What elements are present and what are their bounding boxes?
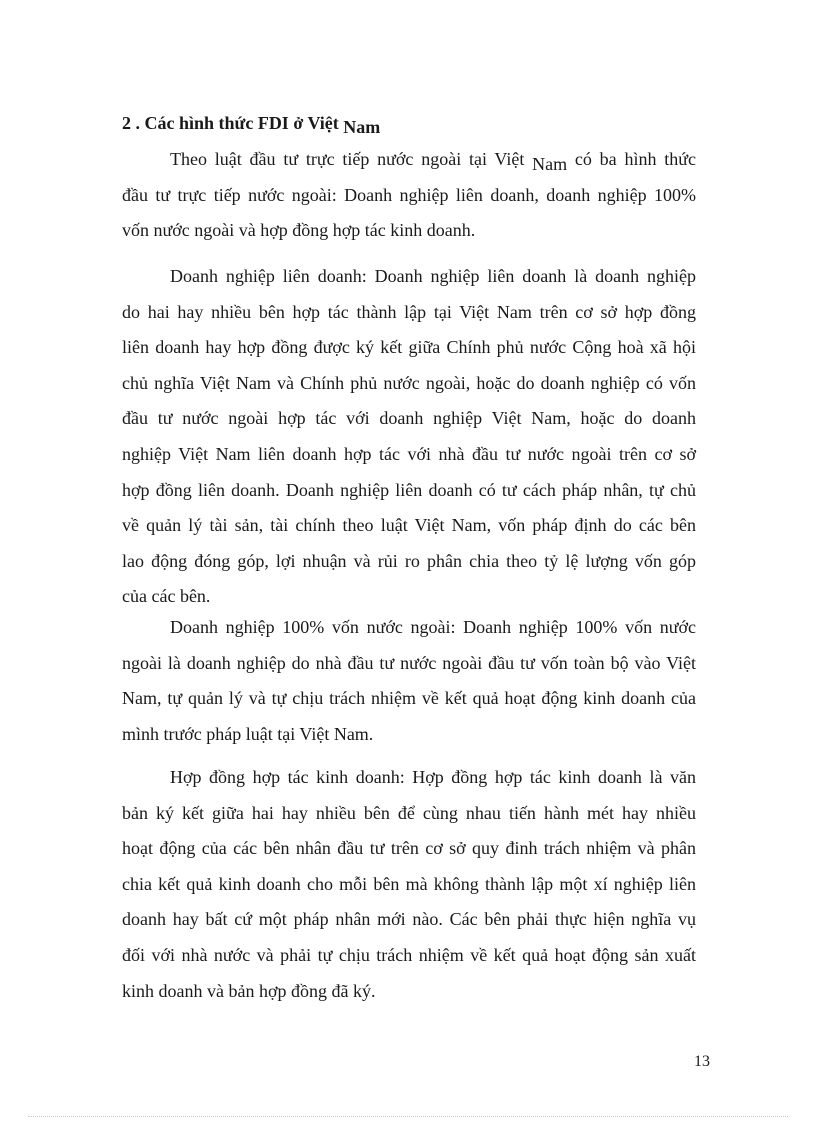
section-heading	[122, 113, 381, 137]
paragraph-3-line: ngoài là doanh nghiệp do nhà đầu tư nước ngoài đầu tư vốn toàn bộ vào Việt	[122, 652, 696, 673]
paragraph-2-line: đầu tư nước ngoài hợp tác với doanh nghiệp Việt Nam, hoặc do doanh	[122, 408, 696, 429]
paragraph-2-line: về quản lý tài sản, tài chính theo luật Việt Nam, vốn pháp định do các bên	[122, 515, 696, 536]
paragraph-4-line: Hợp đồng hợp tác kinh doanh: Hợp đồng hợp tác kinh doanh là văn	[170, 767, 696, 787]
section-heading-text: 2 . Các hình thức FDI ở Việt	[122, 113, 344, 133]
paragraph-3-line: Doanh nghiệp 100% vốn nước ngoài: Doanh nghiệp 100% vốn nước	[170, 617, 696, 637]
paragraph-4-line: đối với nhà nước và phải tự chịu trách nhiệm về kết quả hoạt động sản xuất	[122, 945, 696, 965]
paragraph-2-line: của các bên.	[122, 586, 211, 607]
paragraph-4-line: doanh hay bất cứ một pháp nhân mới nào. Các bên phải thực hiện nghĩa vụ	[122, 909, 696, 930]
paragraph-2-line: Doanh nghiệp liên doanh: Doanh nghiệp liên doanh là doanh nghiệp	[170, 266, 696, 286]
paragraph-2-line: nghiệp Việt Nam liên doanh hợp tác với nhà đầu tư nước ngoài trên cơ sở	[122, 444, 696, 464]
paragraph-2-line: do hai hay nhiều bên hợp tác thành lập tại Việt Nam trên cơ sở hợp đồng	[122, 301, 696, 322]
paragraph-2-line: liên doanh hay hợp đồng được ký kết giữa Chính phủ nước Cộng hoà xã hội	[122, 337, 696, 358]
paragraph-4-line: chia kết quả kinh doanh cho mỗi bên mà không thành lập một xí nghiệp liên	[122, 873, 696, 894]
paragraph-4-line: bản ký kết giữa hai hay nhiều bên để cùng nhau tiến hành mét hay nhiều	[122, 802, 696, 823]
paragraph-2-line: lao động đóng góp, lợi nhuận và rủi ro phân chia theo tỷ lệ lượng vốn góp	[122, 550, 696, 571]
paragraph-2-line: hợp đồng liên doanh. Doanh nghiệp liên doanh có tư cách pháp nhân, tự chủ	[122, 479, 696, 500]
paragraph-2-line: chủ nghĩa Việt Nam và Chính phủ nước ngoài, hoặc do doanh nghiệp có vốn	[122, 372, 696, 393]
page-bottom-rule	[28, 1116, 788, 1117]
paragraph-4-line: hoạt động của các bên nhân đầu tư trên cơ sở quy đinh trách nhiệm và phân	[122, 838, 696, 859]
paragraph-1-line: Theo luật đầu tư trực tiếp nước ngoài tại Việt Nam có ba hình thức	[170, 149, 696, 174]
page-number: 13	[694, 1053, 710, 1070]
section-heading-tail: Nam	[343, 117, 381, 137]
paragraph-1-line: vốn nước ngoài và hợp đồng hợp tác kinh doanh.	[122, 220, 476, 241]
paragraph-3-line: mình trước pháp luật tại Việt Nam.	[122, 723, 374, 744]
paragraph-3-line: Nam, tự quản lý và tự chịu trách nhiệm về kết quả hoạt động kinh doanh của	[122, 688, 696, 709]
paragraph-4-line: kinh doanh và bản hợp đồng đã ký.	[122, 980, 376, 1001]
paragraph-1-line: đầu tư trực tiếp nước ngoài: Doanh nghiệp liên doanh, doanh nghiệp 100%	[122, 184, 696, 205]
